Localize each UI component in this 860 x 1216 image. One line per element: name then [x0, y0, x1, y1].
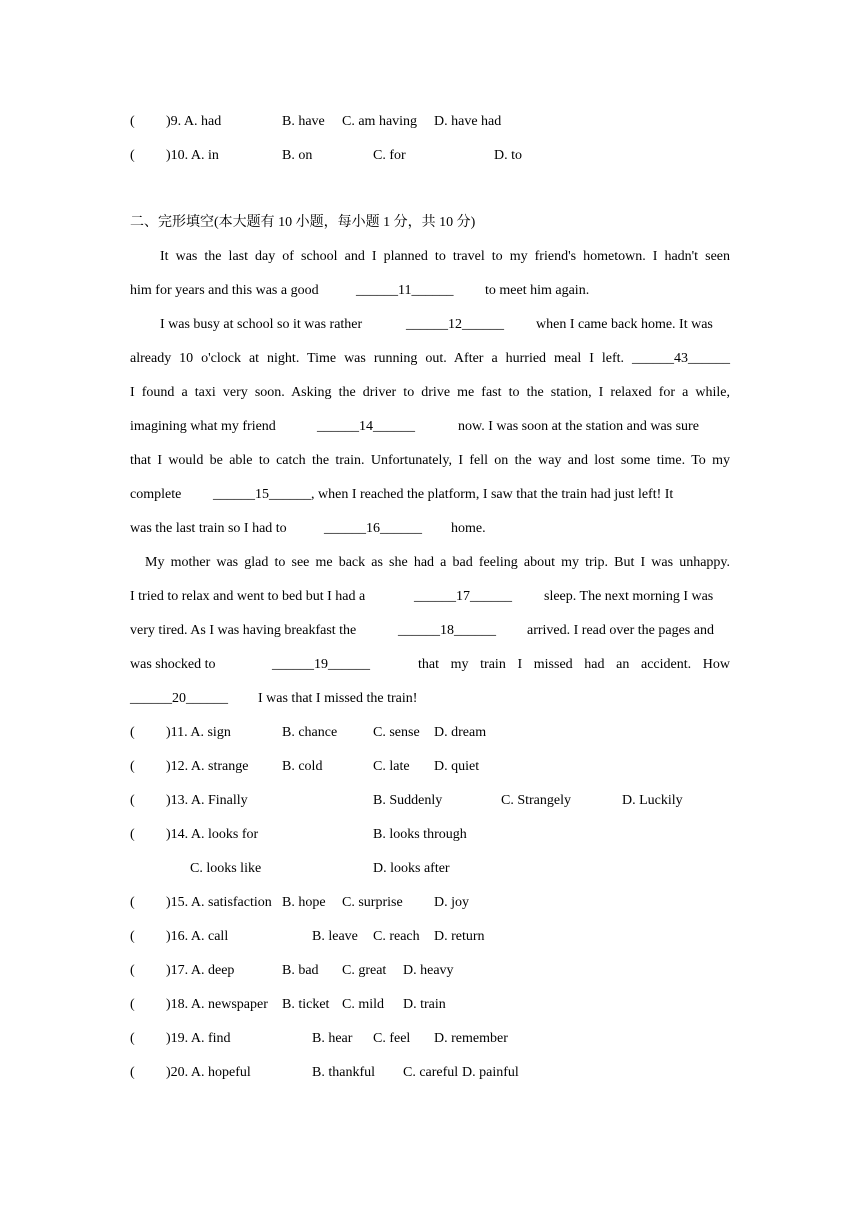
option-17-c: C. great — [342, 963, 387, 978]
option-15-b: B. hope — [282, 895, 326, 910]
passage-line-6b: now. I was soon at the station and was sure — [458, 419, 699, 434]
option-12-b: B. cold — [282, 759, 323, 774]
passage-line-11b: sleep. The next morning I was — [544, 589, 714, 604]
passage-line-5: I found a taxi very soon. Asking the driver to drive me fast to the station, I relaxed for a while, — [130, 385, 730, 400]
option-11-paren: ( — [130, 725, 135, 740]
option-11-b: B. chance — [282, 725, 338, 740]
option-13-b: B. Suddenly — [373, 793, 443, 808]
blank-11: ______11______ — [356, 283, 454, 298]
option-19-d: D. remember — [434, 1031, 508, 1046]
passage-line-9a: was the last train so I had to — [130, 521, 287, 536]
question-9-option-c: C. am having — [342, 114, 418, 129]
option-20-b: B. thankful — [312, 1065, 375, 1080]
option-18-b: B. ticket — [282, 997, 330, 1012]
option-11-c: C. sense — [373, 725, 420, 740]
passage-line-12a: very tired. As I was having breakfast the — [130, 623, 357, 638]
option-12-paren: ( — [130, 759, 135, 774]
option-11-a: )11. A. sign — [166, 725, 231, 740]
question-10-option-a: )10. A. in — [166, 148, 219, 163]
option-18-a: )18. A. newspaper — [166, 997, 268, 1012]
passage-line-12b: arrived. I read over the pages and — [527, 623, 714, 638]
option-14-b: B. looks through — [373, 827, 467, 842]
option-12-a: )12. A. strange — [166, 759, 249, 774]
option-17-d: D. heavy — [403, 963, 454, 978]
blank-14: ______14______ — [317, 419, 415, 434]
passage-line-14b: I was that I missed the train! — [258, 691, 418, 706]
blank-16: ______16______ — [324, 521, 422, 536]
option-16-d: D. return — [434, 929, 485, 944]
passage-line-13a: was shocked to — [130, 657, 216, 672]
option-17-paren: ( — [130, 963, 135, 978]
option-20-d: D. painful — [462, 1065, 519, 1080]
question-9-option-a: )9. A. had — [166, 114, 222, 129]
option-19-paren: ( — [130, 1031, 135, 1046]
option-20-c: C. careful — [403, 1065, 459, 1080]
option-13-paren: ( — [130, 793, 135, 808]
option-13-c: C. Strangely — [501, 793, 571, 808]
passage-line-1: It was the last day of school and I planned to travel to my friend's hometown. I hadn't seen — [160, 249, 730, 264]
question-9-paren: ( — [130, 114, 135, 129]
option-15-a: )15. A. satisfaction — [166, 895, 272, 910]
option-17-b: B. bad — [282, 963, 319, 978]
passage-line-4: already 10 o'clock at night. Time was running out. After a hurried meal I left. ______43______ — [130, 351, 730, 366]
option-15-d: D. joy — [434, 895, 469, 910]
question-10-option-d: D. to — [494, 148, 522, 163]
option-18-c: C. mild — [342, 997, 385, 1012]
option-14-a: )14. A. looks for — [166, 827, 259, 842]
blank-20: ______20______ — [130, 691, 228, 706]
option-20-paren: ( — [130, 1065, 135, 1080]
question-9-option-d: D. have had — [434, 114, 502, 129]
option-13-d: D. Luckily — [622, 793, 683, 808]
option-16-paren: ( — [130, 929, 135, 944]
passage-line-6a: imagining what my friend — [130, 419, 276, 434]
passage-line-9b: home. — [451, 521, 486, 536]
option-16-c: C. reach — [373, 929, 420, 944]
option-16-a: )16. A. call — [166, 929, 229, 944]
blank-19: ______19______ — [272, 657, 370, 672]
passage-line-11a: I tried to relax and went to bed but I had a — [130, 589, 366, 604]
blank-17: ______17______ — [414, 589, 512, 604]
question-9-option-b: B. have — [282, 114, 325, 129]
blank-18: ______18______ — [398, 623, 496, 638]
question-10-option-c: C. for — [373, 148, 406, 163]
passage-line-8a: complete — [130, 487, 182, 502]
option-19-a: )19. A. find — [166, 1031, 231, 1046]
option-14-d: D. looks after — [373, 861, 450, 876]
blank-12: ______12______ — [406, 317, 504, 332]
option-19-c: C. feel — [373, 1031, 411, 1046]
option-16-b: B. leave — [312, 929, 358, 944]
passage-line-2b: to meet him again. — [485, 283, 590, 298]
option-15-paren: ( — [130, 895, 135, 910]
question-10-paren: ( — [130, 148, 135, 163]
option-20-a: )20. A. hopeful — [166, 1065, 251, 1080]
section-title: 二、完形填空(本大题有 10 小题，每小题 1 分，共 10 分) — [130, 215, 476, 230]
passage-line-3a: I was busy at school so it was rather — [160, 317, 363, 332]
option-13-a: )13. A. Finally — [166, 793, 248, 808]
option-18-d: D. train — [403, 997, 446, 1012]
option-14-paren: ( — [130, 827, 135, 842]
option-11-d: D. dream — [434, 725, 487, 740]
passage-line-13b: that my train I missed had an accident. How — [418, 657, 730, 672]
option-12-c: C. late — [373, 759, 410, 774]
option-12-d: D. quiet — [434, 759, 480, 774]
option-15-c: C. surprise — [342, 895, 403, 910]
passage-line-10: My mother was glad to see me back as she had a bad feeling about my trip. But I was unhappy. — [145, 555, 730, 570]
passage-line-7: that I would be able to catch the train. Unfortunately, I fell on the way and lost some time. To my — [130, 453, 730, 468]
option-17-a: )17. A. deep — [166, 963, 235, 978]
blank-15-line: ______15______, when I reached the platform, I saw that the train had just left! It — [213, 487, 674, 502]
passage-line-3b: when I came back home. It was — [536, 317, 713, 332]
passage-line-2a: him for years and this was a good — [130, 283, 319, 298]
option-18-paren: ( — [130, 997, 135, 1012]
question-10-option-b: B. on — [282, 148, 313, 163]
option-19-b: B. hear — [312, 1031, 353, 1046]
option-14-c: C. looks like — [190, 861, 262, 876]
